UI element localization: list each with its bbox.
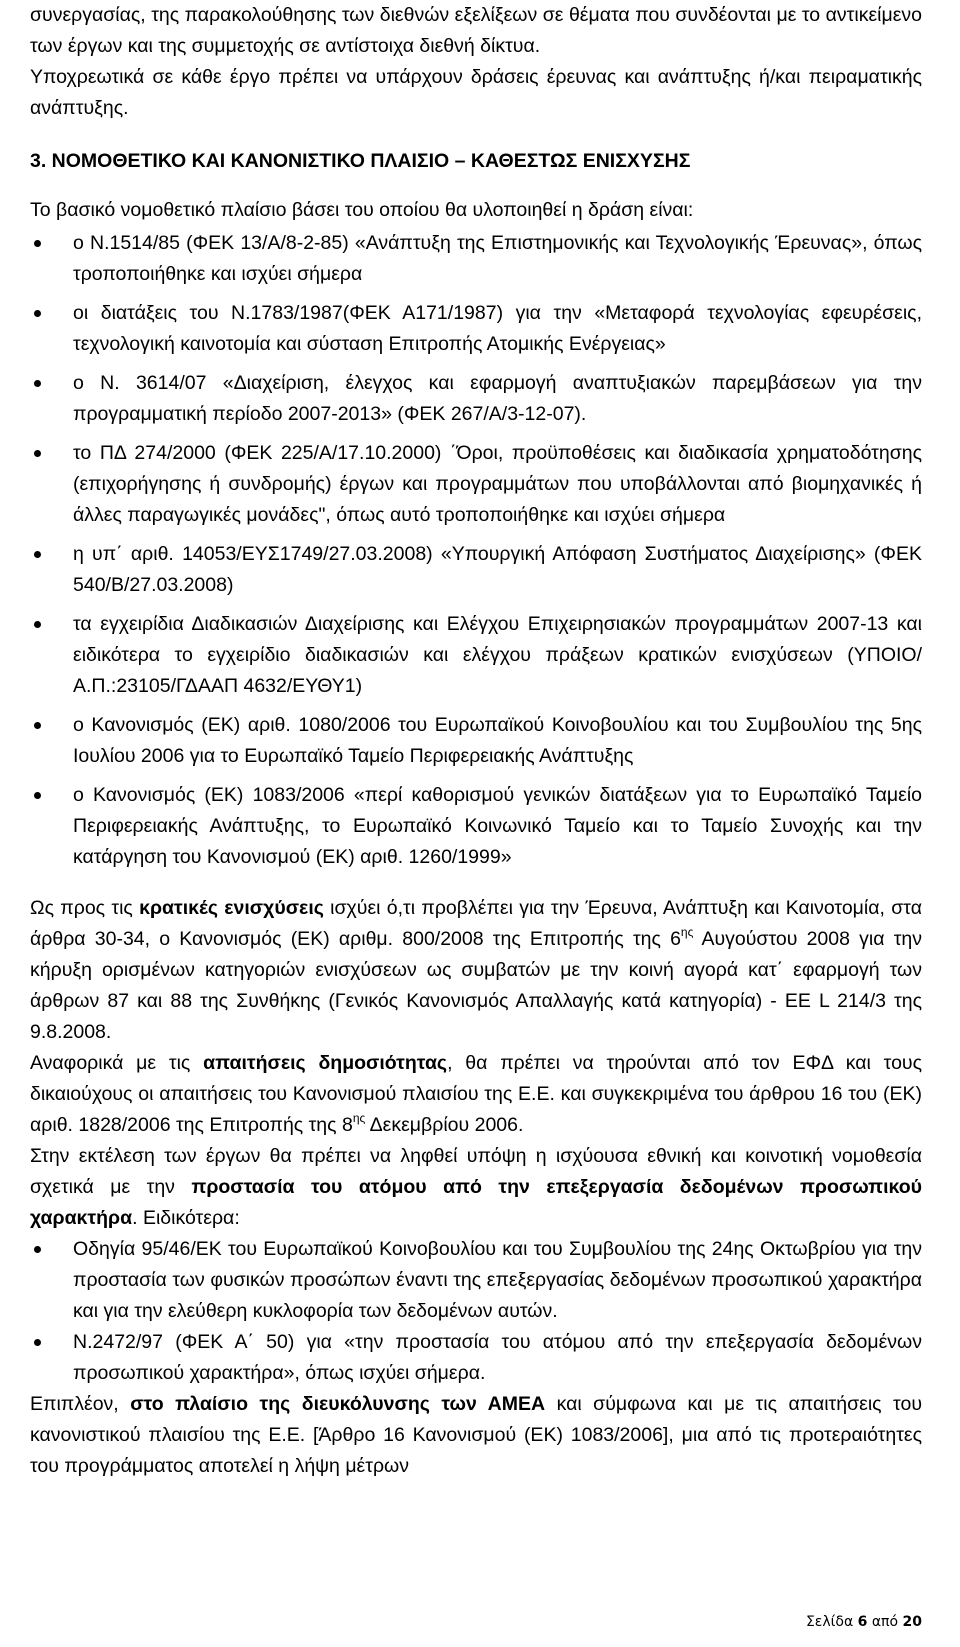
list-item: Οδηγία 95/46/ΕΚ του Ευρωπαϊκού Κοινοβουλίου και του Συμβουλίου της 24ης Οκτωβρίου για την προστασία των φυσικών προσώπων έναντι της επεξεργασίας δεδομένων προσωπικού χαρακτήρα και για την ελεύθερη κυκλοφορία των δεδομένων αυτών. [30, 1234, 922, 1327]
section-heading: 3. ΝΟΜΟΘΕΤΙΚΟ ΚΑΙ ΚΑΝΟΝΙΣΤΙΚΟ ΠΛΑΙΣΙΟ – ΚΑΘΕΣΤΩΣ ΕΝΙΣΧΥΣΗΣ [30, 150, 691, 172]
footer-of: από [871, 1614, 899, 1630]
text-run: . Ειδικότερα: [132, 1207, 240, 1229]
list-item: ο Ν. 3614/07 «Διαχείριση, έλεγχος και εφαρμογή αναπτυξιακών παρεμβάσεων για την προγραμματική περίοδο 2007-2013» (ΦΕΚ 267/Α/3-12-07). [30, 368, 922, 430]
footer-total-pages: 20 [902, 1614, 922, 1630]
bold-text: στο πλαίσιο της διευκόλυνσης των ΑΜΕΑ [130, 1393, 546, 1415]
list-item: τα εγχειρίδια Διαδικασιών Διαχείρισης και Ελέγχου Επιχειρησιακών προγραμμάτων 2007-13 και ειδικότερα το εγχειρίδιο διαδικασιών και ελέγχου πράξεων κρατικών ενισχύσεων (ΥΠΟΙΟ/Α.Π.:23105/ΓΔΑΑΠ 4632/ΕΥΘΥ1) [30, 609, 922, 702]
text-run: και σύμφωνα και με τις απαιτήσεις του κανονιστικού πλαισίου της Ε.Ε. [Άρθρο 16 Κανονισμού (ΕΚ) 1083/2006], μια από τις προτεραιότητες του προγράμματος αποτελεί η λήψη μέτρων [30, 1393, 922, 1477]
footer-page-number: 6 [857, 1614, 868, 1630]
accessibility-paragraph [30, 1389, 922, 1482]
list-item: ο Ν.1514/85 (ΦΕΚ 13/Α/8-2-85) «Ανάπτυξη της Επιστημονικής και Τεχνολογικής Έρευνας», όπως τροποποιήθηκε και ισχύει σήμερα [30, 228, 922, 290]
text-run: Δεκεμβρίου 2006. [365, 1114, 524, 1136]
data-protection-list [30, 1234, 922, 1389]
superscript: ης [352, 1111, 366, 1125]
text-run: Αυγούστου 2008 για την κήρυξη ορισμένων κατηγοριών ενισχύσεων ως συμβατών με την κοινή αγορά κατ΄ εφαρμογή των άρθρων 87 και 88 της Συνθήκης (Γενικός Κανονισμός Απαλλαγής κατά κατηγορία) - ΕΕ L 214/3 της 9.8.2008. [30, 928, 922, 1043]
text-run: Επιπλέον, [30, 1393, 131, 1415]
bold-text: προστασία του ατόμου από την επεξεργασία δεδομένων προσωπικού χαρακτήρα [30, 1176, 922, 1229]
text-run: Στην εκτέλεση των έργων θα πρέπει να ληφθεί υπόψη η ισχύουσα εθνική και κοινοτική νομοθεσία σχετικά με την [30, 1145, 922, 1198]
framework-intro: Το βασικό νομοθετικό πλαίσιο βάσει του οποίου θα υλοποιηθεί η δράση είναι: [30, 199, 694, 221]
intro-paragraph-2: Υποχρεωτικά σε κάθε έργο πρέπει να υπάρχουν δράσεις έρευνας και ανάπτυξης ή/και πειραματικής ανάπτυξης. [30, 66, 922, 119]
intro-paragraph-1: συνεργασίας, της παρακολούθησης των διεθνών εξελίξεων σε θέματα που συνδέονται με το αντικείμενο των έργων και της συμμετοχής σε αντίστοιχα διεθνή δίκτυα. [30, 4, 922, 57]
list-item: ο Κανονισμός (ΕΚ) 1083/2006 «περί καθορισμού γενικών διατάξεων για το Ευρωπαϊκό Ταμείο Περιφερειακής Ανάπτυξης, το Ευρωπαϊκό Κοινωνικό Ταμείο και το Ταμείο Συνοχής και την κατάργηση του Κανονισμού (ΕΚ) αριθ. 1260/1999» [30, 780, 922, 873]
page-footer [806, 1612, 922, 1632]
list-item: οι διατάξεις του Ν.1783/1987(ΦΕΚ Α171/1987) για την «Μεταφορά τεχνολογίας εφευρέσεις, τεχνολογική καινοτομία και σύσταση Επιτροπής Ατομικής Ενέργειας» [30, 298, 922, 360]
publicity-paragraph [30, 1048, 922, 1141]
text-run: ισχύει ό,τι προβλέπει για την Έρευνα, Ανάπτυξη και Καινοτομία, στα άρθρα 30-34, ο Κανονισμός (ΕΚ) αριθμ. 800/2008 της Επιτροπής της 6 [30, 897, 922, 950]
text-run: Ως προς τις [30, 897, 140, 919]
list-item: το ΠΔ 274/2000 (ΦΕΚ 225/Α/17.10.2000) ΄Όροι, προϋποθέσεις και διαδικασία χρηματοδότησης (επιχορήγησης ή συνδρομής) έργων και προγραμμάτων που υποβάλλονται από βιομηχανικές ή άλλες παραγωγικές μονάδες", όπως αυτό τροποποιήθηκε και ισχύει σήμερα [30, 438, 922, 531]
state-aid-paragraph [30, 893, 922, 1048]
framework-list [30, 228, 922, 873]
data-protection-paragraph [30, 1141, 922, 1234]
list-item: η υπ΄ αριθ. 14053/ΕΥΣ1749/27.03.2008) «Υπουργική Απόφαση Συστήματος Διαχείρισης» (ΦΕΚ 540/Β/27.03.2008) [30, 539, 922, 601]
text-run: Αναφορικά με τις [30, 1052, 204, 1074]
bold-text: κρατικές ενισχύσεις [139, 897, 324, 919]
list-item: ο Κανονισμός (ΕΚ) αριθ. 1080/2006 του Ευρωπαϊκού Κοινοβουλίου και του Συμβουλίου της 5ης Ιουλίου 2006 για το Ευρωπαϊκό Ταμείο Περιφερειακής Ανάπτυξης [30, 710, 922, 772]
text-run: , θα πρέπει να τηρούνται από τον ΕΦΔ και τους δικαιούχους οι απαιτήσεις του Κανονισμού πλαισίου της Ε.Ε. και συγκεκριμένα του άρθρου 16 του (ΕΚ) αριθ. 1828/2006 της Επιτροπής της 8 [30, 1052, 922, 1136]
list-item: Ν.2472/97 (ΦΕΚ Α΄ 50) για «την προστασία του ατόμου από την επεξεργασία δεδομένων προσωπικού χαρακτήρα», όπως ισχύει σήμερα. [30, 1327, 922, 1389]
footer-label: Σελίδα [805, 1614, 854, 1630]
bold-text: απαιτήσεις δημοσιότητας [203, 1052, 448, 1074]
superscript: ης [680, 925, 694, 939]
